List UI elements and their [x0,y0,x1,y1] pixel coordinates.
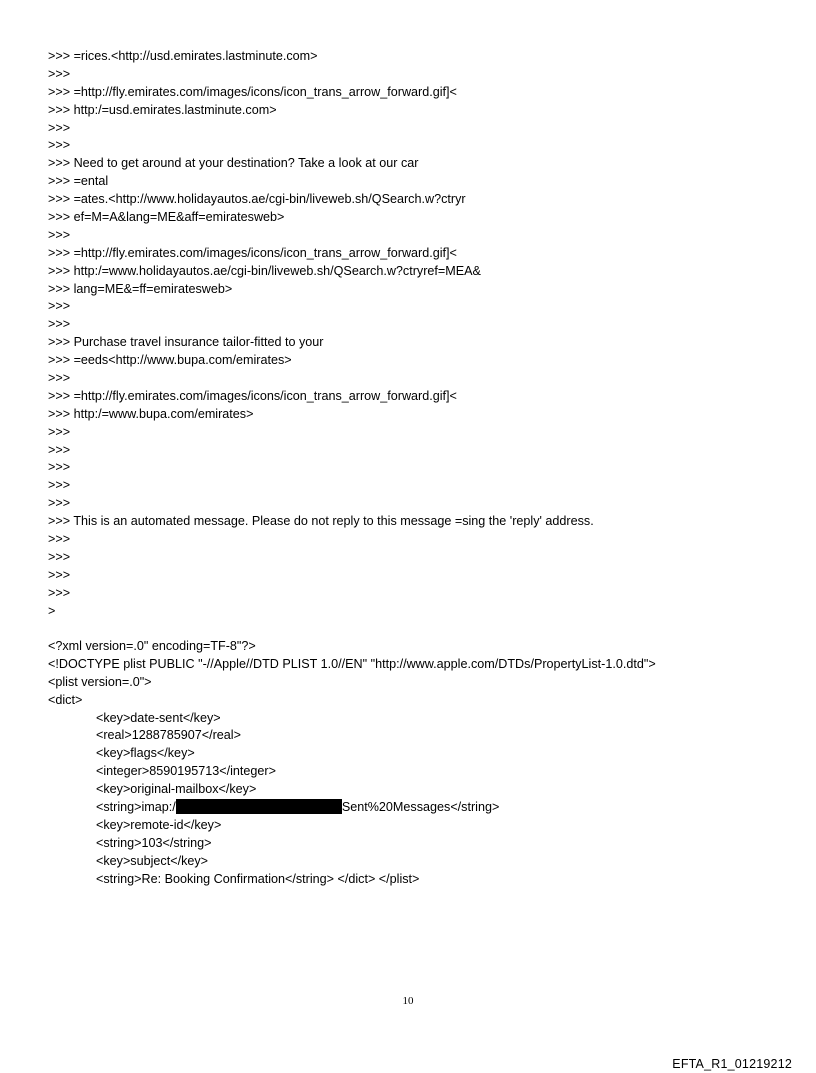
email-line: >>> [48,442,71,457]
email-line: >>> [48,120,71,135]
key-original-mailbox: <key>original-mailbox</key> [96,782,257,797]
email-line: >>> [48,299,71,314]
key-subject: <key>subject</key> [96,853,209,868]
email-line: >>> [48,478,71,493]
email-line: >>> [48,317,71,332]
email-line: >>> [48,460,71,475]
plist-metadata [48,638,788,888]
remote-id-value: <string>103</string> [96,835,212,850]
email-line: >>> [48,532,71,547]
key-remote-id: <key>remote-id</key> [96,817,222,832]
email-line: >>> [48,424,71,439]
email-line: >>> [48,371,71,386]
email-line: >>> =eeds<http://www.bupa.com/emirates> [48,353,292,368]
email-line: >>> [48,66,71,81]
subject-value: <string>Re: Booking Confirmation</string> </dict> </plist> [96,871,420,886]
email-line: >>> [48,549,71,564]
email-line: >>> [48,138,71,153]
email-line: >>> =rices.<http://usd.emirates.lastminute.com> [48,49,318,63]
email-line: >>> =http://fly.emirates.com/images/icons/icon_trans_arrow_forward.gif]< [48,388,457,403]
email-line: >>> http:/=usd.emirates.lastminute.com> [48,102,277,117]
email-line: >>> [48,567,71,582]
real-value: <real>1288785907</real> [96,728,241,743]
plist-open-tag: <plist version=.0"> [48,674,152,689]
xml-doctype: <!DOCTYPE plist PUBLIC "-//Apple//DTD PLIST 1.0//EN" "http://www.apple.com/DTDs/PropertyList-1.0.dtd"> [48,656,656,671]
email-line: >>> lang=ME&=ff=emiratesweb> [48,281,233,296]
mailbox-prefix: <string>imap:/ [96,800,176,815]
email-line: >>> Need to get around at your destination? Take a look at our car [48,156,419,171]
email-line: >>> [48,496,71,511]
quoted-email-body [48,48,788,621]
email-line: >>> [48,585,71,600]
email-line: >>> [48,227,71,242]
page-number: 10 [402,995,414,1007]
key-date-sent: <key>date-sent</key> [96,710,221,725]
original-mailbox-value [48,799,788,817]
email-line: >>> =http://fly.emirates.com/images/icons/icon_trans_arrow_forward.gif]< [48,84,457,99]
xml-declaration: <?xml version=.0" encoding=TF-8"?> [48,639,256,653]
email-line: >>> =http://fly.emirates.com/images/icons/icon_trans_arrow_forward.gif]< [48,245,457,260]
document-id: EFTA_R1_01219212 [672,1057,792,1071]
key-flags: <key>flags</key> [96,746,195,761]
dict-open-tag: <dict> [48,692,83,707]
email-line: >>> Purchase travel insurance tailor-fitted to your [48,335,324,350]
email-line: >>> =ental [48,174,109,189]
email-line: >>> ef=M=A&lang=ME&aff=emiratesweb> [48,210,285,225]
mailbox-suffix: Sent%20Messages</string> [341,800,500,815]
email-line: >>> This is an automated message. Please do not reply to this message =sing the 'reply' address. [48,514,594,529]
integer-value: <integer>8590195713</integer> [96,764,276,779]
email-line: >>> =ates.<http://www.holidayautos.ae/cgi-bin/liveweb.sh/QSearch.w?ctryr [48,192,466,207]
email-line: >>> http:/=www.bupa.com/emirates> [48,406,254,421]
email-line: > [48,603,56,618]
redaction-bar [176,799,342,814]
email-line: >>> http:/=www.holidayautos.ae/cgi-bin/liveweb.sh/QSearch.w?ctryref=MEA& [48,263,481,278]
